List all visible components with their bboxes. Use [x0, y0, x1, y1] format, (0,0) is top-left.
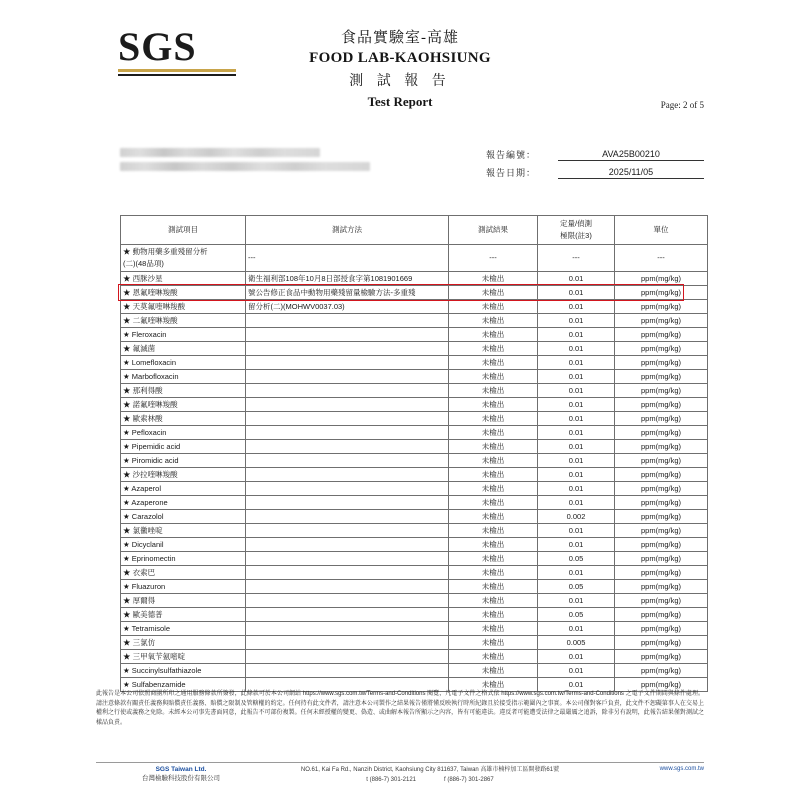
cell-test-item: ★ 衣索巴	[121, 566, 246, 580]
cell-test-item: ★ Fluazuron	[121, 580, 246, 594]
table-row	[121, 328, 708, 342]
cell-unit: ppm(mg/kg)	[615, 622, 708, 636]
cell-detection-limit: 0.01	[538, 328, 615, 342]
cell-unit: ppm(mg/kg)	[615, 328, 708, 342]
report-date-label: 報告日期：	[486, 168, 537, 178]
cell-unit: ppm(mg/kg)	[615, 440, 708, 454]
cell-detection-limit: 0.005	[538, 636, 615, 650]
table-row	[121, 440, 708, 454]
cell-test-result: 未檢出	[449, 482, 538, 496]
table-row	[121, 468, 708, 482]
table-row	[121, 482, 708, 496]
cell-unit: ppm(mg/kg)	[615, 496, 708, 510]
cell-test-method	[246, 552, 449, 566]
cell-detection-limit: 0.05	[538, 552, 615, 566]
cell-test-result: 未檢出	[449, 566, 538, 580]
table-row	[121, 370, 708, 384]
cell-test-result: 未檢出	[449, 678, 538, 692]
cell-test-item: ★ Sulfabenzamide	[121, 678, 246, 692]
cell-test-method: ---	[246, 245, 449, 272]
cell-test-item: ★ Azaperone	[121, 496, 246, 510]
cell-test-method	[246, 398, 449, 412]
cell-detection-limit: 0.01	[538, 496, 615, 510]
cell-unit: ppm(mg/kg)	[615, 468, 708, 482]
cell-test-method: 衛生福利部108年10月8日部授食字第1081901669	[246, 272, 449, 286]
cell-test-item: ★ Azaperol	[121, 482, 246, 496]
cell-test-item-line2: (二)(48品項)	[123, 259, 164, 268]
cell-detection-limit: 0.01	[538, 524, 615, 538]
cell-test-method	[246, 622, 449, 636]
cell-test-result: 未檢出	[449, 370, 538, 384]
cell-test-result: 未檢出	[449, 510, 538, 524]
cell-test-item: ★ 氯黴唑啶	[121, 524, 246, 538]
cell-detection-limit: 0.01	[538, 342, 615, 356]
cell-unit: ppm(mg/kg)	[615, 580, 708, 594]
cell-detection-limit: 0.01	[538, 356, 615, 370]
cell-unit: ppm(mg/kg)	[615, 272, 708, 286]
header-unit: 單位	[615, 216, 708, 245]
cell-test-item: ★ Eprinomectin	[121, 552, 246, 566]
header-test-method: 測試方法	[246, 216, 449, 245]
cell-test-method	[246, 426, 449, 440]
cell-test-method	[246, 510, 449, 524]
company-address: NO.61, Kai Fa Rd., Nanzih District, Kaohsiung City 811637, Taiwan 高雄市楠梓加工區開發路61號	[300, 767, 560, 773]
table-row	[121, 650, 708, 664]
table-row	[121, 384, 708, 398]
table-row	[121, 636, 708, 650]
report-title-cn: 測 試 報 告	[349, 74, 451, 89]
cell-test-result: 未檢出	[449, 272, 538, 286]
cell-test-item: ★ 歐美德普	[121, 608, 246, 622]
cell-test-method	[246, 538, 449, 552]
table-row	[121, 272, 708, 286]
test-results-table	[120, 215, 708, 692]
cell-test-method	[246, 314, 449, 328]
table-row	[121, 454, 708, 468]
report-date-value: 2025/11/05	[558, 167, 704, 179]
report-meta	[486, 148, 704, 184]
table-row	[121, 286, 708, 300]
cell-detection-limit: 0.01	[538, 538, 615, 552]
cell-test-result: 未檢出	[449, 384, 538, 398]
table-row	[121, 300, 708, 314]
table-row	[121, 538, 708, 552]
cell-test-method	[246, 580, 449, 594]
header-test-item: 測試項目	[121, 216, 246, 245]
report-number-label: 報告編號：	[486, 150, 537, 160]
cell-test-method	[246, 524, 449, 538]
cell-unit: ppm(mg/kg)	[615, 384, 708, 398]
cell-test-result: 未檢出	[449, 608, 538, 622]
cell-test-result: 未檢出	[449, 300, 538, 314]
cell-test-result: 未檢出	[449, 524, 538, 538]
cell-test-method	[246, 328, 449, 342]
cell-test-method	[246, 594, 449, 608]
cell-test-item: ★ Succinylsulfathiazole	[121, 664, 246, 678]
company-website[interactable]: www.sgs.com.tw	[659, 766, 704, 772]
cell-test-method	[246, 342, 449, 356]
cell-test-method	[246, 454, 449, 468]
cell-detection-limit: 0.01	[538, 370, 615, 384]
table-row	[121, 552, 708, 566]
cell-test-item: ★ Carazolol	[121, 510, 246, 524]
cell-test-result: 未檢出	[449, 412, 538, 426]
header-detection-limit	[538, 216, 615, 245]
table-row	[121, 510, 708, 524]
cell-test-result: 未檢出	[449, 314, 538, 328]
cell-unit: ---	[615, 245, 708, 272]
cell-detection-limit: 0.01	[538, 398, 615, 412]
cell-detection-limit: 0.01	[538, 412, 615, 426]
report-header	[0, 0, 800, 120]
cell-test-result: 未檢出	[449, 356, 538, 370]
cell-unit: ppm(mg/kg)	[615, 510, 708, 524]
cell-unit: ppm(mg/kg)	[615, 300, 708, 314]
cell-detection-limit: 0.01	[538, 594, 615, 608]
cell-test-method	[246, 384, 449, 398]
cell-test-result: 未檢出	[449, 580, 538, 594]
cell-test-item: ★ Fleroxacin	[121, 328, 246, 342]
cell-test-result: 未檢出	[449, 286, 538, 300]
cell-test-result: 未檢出	[449, 594, 538, 608]
cell-detection-limit: 0.01	[538, 566, 615, 580]
cell-test-method: 號公告修正食品中動物用藥殘留量檢驗方法-多重殘	[246, 286, 449, 300]
cell-unit: ppm(mg/kg)	[615, 286, 708, 300]
cell-test-item: ★ Pefloxacin	[121, 426, 246, 440]
cell-test-result: 未檢出	[449, 552, 538, 566]
cell-unit: ppm(mg/kg)	[615, 608, 708, 622]
cell-unit: ppm(mg/kg)	[615, 370, 708, 384]
cell-test-method	[246, 664, 449, 678]
cell-detection-limit: 0.01	[538, 678, 615, 692]
table-row	[121, 664, 708, 678]
table-row	[121, 594, 708, 608]
table-body	[121, 245, 708, 692]
cell-detection-limit: ---	[538, 245, 615, 272]
header-test-result: 測試結果	[449, 216, 538, 245]
cell-test-method	[246, 356, 449, 370]
cell-detection-limit: 0.01	[538, 482, 615, 496]
header-detection-limit-line1: 定量/偵測	[559, 219, 593, 228]
cell-unit: ppm(mg/kg)	[615, 566, 708, 580]
cell-unit: ppm(mg/kg)	[615, 524, 708, 538]
cell-unit: ppm(mg/kg)	[615, 650, 708, 664]
report-number-row	[486, 148, 704, 161]
cell-test-item: ★ 沙拉喹啉羧酸	[121, 468, 246, 482]
cell-test-result: 未檢出	[449, 398, 538, 412]
cell-unit: ppm(mg/kg)	[615, 342, 708, 356]
cell-test-item: ★ 氟滅菌	[121, 342, 246, 356]
cell-test-method	[246, 496, 449, 510]
cell-unit: ppm(mg/kg)	[615, 356, 708, 370]
cell-detection-limit: 0.01	[538, 650, 615, 664]
table-row	[121, 566, 708, 580]
footer-terms-text: 此報告是本公司依照商團所印之通用服務條款所簽發，此條款可於本公司網站 https://www.sgs.com.tw/Terms-and-Conditions 閱覽，凡電子文件之格式依 https://www.sgs.com.tw/Terms-and-Conditions 之電子文件期間與條件處理。請注意條款有關責任義務與賠償責任義務、賠償之限制及管轄權的約定。任何持有此文件者，請注意本公司製作之結果報告僅將懂反映執行時所紀錄且於接受指示範圍內之事實。本公司僅對客戶負責，此文件不恕礙第事人在交易上權利之行使或義務之免除。未經本公司事先書面同意，此報告不可部份複製。任何未經授權的變更、偽造、或曲解本報告所顯示之內容，皆有可能違法。違反者可能遭受法律之最嚴厲之追訴，除非另有說明，此報告結果僅對測試之樣品負責。	[96, 691, 704, 726]
cell-test-method	[246, 650, 449, 664]
cell-unit: ppm(mg/kg)	[615, 594, 708, 608]
cell-test-item: ★ 天莫氟喹啉羧酸	[121, 300, 246, 314]
cell-test-method	[246, 370, 449, 384]
header-detection-limit-line2: 極限(註3)	[560, 231, 592, 240]
table-row	[121, 356, 708, 370]
cell-test-result: 未檢出	[449, 538, 538, 552]
cell-unit: ppm(mg/kg)	[615, 412, 708, 426]
cell-detection-limit: 0.01	[538, 314, 615, 328]
client-info-redacted	[120, 148, 450, 182]
footer-company-bar	[96, 762, 704, 788]
cell-unit: ppm(mg/kg)	[615, 482, 708, 496]
cell-test-item: ★ Pipemidic acid	[121, 440, 246, 454]
cell-test-item: ★ 厚爾得	[121, 594, 246, 608]
cell-test-result: 未檢出	[449, 496, 538, 510]
cell-test-method	[246, 440, 449, 454]
cell-test-method	[246, 566, 449, 580]
cell-test-item: ★ 三甲氧苄氨嘧啶	[121, 650, 246, 664]
report-title-en: Test Report	[367, 94, 433, 109]
page-number: Page: 2 of 5	[660, 100, 704, 110]
cell-test-item: ★ 那利得酸	[121, 384, 246, 398]
cell-detection-limit: 0.01	[538, 384, 615, 398]
cell-test-result: 未檢出	[449, 328, 538, 342]
cell-unit: ppm(mg/kg)	[615, 426, 708, 440]
cell-test-result: 未檢出	[449, 454, 538, 468]
cell-test-item: ★ 諾氟喹啉羧酸	[121, 398, 246, 412]
cell-detection-limit: 0.01	[538, 454, 615, 468]
table-row	[121, 398, 708, 412]
cell-test-result: 未檢出	[449, 664, 538, 678]
cell-unit: ppm(mg/kg)	[615, 454, 708, 468]
cell-test-item: ★ 三氯仿	[121, 636, 246, 650]
cell-test-item: ★ Tetramisole	[121, 622, 246, 636]
cell-test-method	[246, 412, 449, 426]
table-row	[121, 245, 708, 272]
table-row	[121, 622, 708, 636]
footer-divider	[96, 762, 704, 763]
lab-name-en: FOOD LAB-KAOHSIUNG	[309, 50, 491, 66]
footer-company	[96, 766, 266, 782]
cell-test-method	[246, 636, 449, 650]
cell-unit: ppm(mg/kg)	[615, 398, 708, 412]
company-name-en: SGS Taiwan Ltd.	[155, 766, 207, 773]
cell-test-item: ★ 歐索林酸	[121, 412, 246, 426]
table-row	[121, 496, 708, 510]
cell-unit: ppm(mg/kg)	[615, 636, 708, 650]
table-row	[121, 412, 708, 426]
cell-test-method	[246, 468, 449, 482]
cell-test-result: 未檢出	[449, 342, 538, 356]
table-row	[121, 314, 708, 328]
cell-unit: ppm(mg/kg)	[615, 314, 708, 328]
cell-test-item: ★ 恩氟喹啉羧酸	[121, 286, 246, 300]
company-phones	[266, 776, 594, 785]
cell-test-item: ★ Piromidic acid	[121, 454, 246, 468]
cell-unit: ppm(mg/kg)	[615, 552, 708, 566]
company-phone: t (886-7) 301-2121	[366, 777, 416, 783]
table-row	[121, 524, 708, 538]
cell-test-result: ---	[449, 245, 538, 272]
cell-test-item	[121, 245, 246, 272]
cell-detection-limit: 0.01	[538, 664, 615, 678]
cell-detection-limit: 0.01	[538, 440, 615, 454]
cell-detection-limit: 0.01	[538, 426, 615, 440]
table-row	[121, 426, 708, 440]
table-row	[121, 342, 708, 356]
cell-test-item: ★ Dicyclanil	[121, 538, 246, 552]
cell-detection-limit: 0.01	[538, 468, 615, 482]
cell-test-result: 未檢出	[449, 468, 538, 482]
redacted-line-2	[120, 162, 370, 171]
table-row	[121, 580, 708, 594]
cell-detection-limit: 0.05	[538, 580, 615, 594]
report-number-value: AVA25B00210	[558, 149, 704, 161]
cell-test-item: ★ 西脒沙星	[121, 272, 246, 286]
table-header-row	[121, 216, 708, 245]
cell-unit: ppm(mg/kg)	[615, 538, 708, 552]
cell-unit: ppm(mg/kg)	[615, 678, 708, 692]
cell-detection-limit: 0.01	[538, 300, 615, 314]
company-name-cn: 台灣檢驗科技股份有限公司	[142, 775, 220, 782]
company-fax: f (886-7) 301-2867	[444, 777, 494, 783]
cell-test-result: 未檢出	[449, 440, 538, 454]
cell-test-item: ★ Lomefloxacin	[121, 356, 246, 370]
header-titles	[0, 26, 800, 110]
cell-test-result: 未檢出	[449, 622, 538, 636]
cell-unit: ppm(mg/kg)	[615, 664, 708, 678]
sgs-logo-text: SGS	[118, 24, 197, 69]
cell-detection-limit: 0.05	[538, 608, 615, 622]
cell-test-method: 留分析(二)(MOHWV0037.03)	[246, 300, 449, 314]
cell-detection-limit: 0.01	[538, 286, 615, 300]
cell-test-result: 未檢出	[449, 650, 538, 664]
cell-test-result: 未檢出	[449, 426, 538, 440]
footer-address-block	[266, 766, 594, 785]
report-date-row	[486, 166, 704, 179]
cell-test-method	[246, 608, 449, 622]
table-row	[121, 608, 708, 622]
redacted-line-1	[120, 148, 320, 157]
footer-columns	[96, 766, 704, 785]
lab-name-cn: 食品實驗室-高雄	[341, 30, 459, 46]
cell-test-method	[246, 482, 449, 496]
cell-test-result: 未檢出	[449, 636, 538, 650]
cell-detection-limit: 0.01	[538, 622, 615, 636]
cell-test-item: ★ Marbofloxacin	[121, 370, 246, 384]
cell-detection-limit: 0.002	[538, 510, 615, 524]
cell-detection-limit: 0.01	[538, 272, 615, 286]
cell-test-item-line1: ★ 動物用藥多重殘留分析	[123, 247, 208, 256]
cell-test-item: ★ 二氟喹啉羧酸	[121, 314, 246, 328]
